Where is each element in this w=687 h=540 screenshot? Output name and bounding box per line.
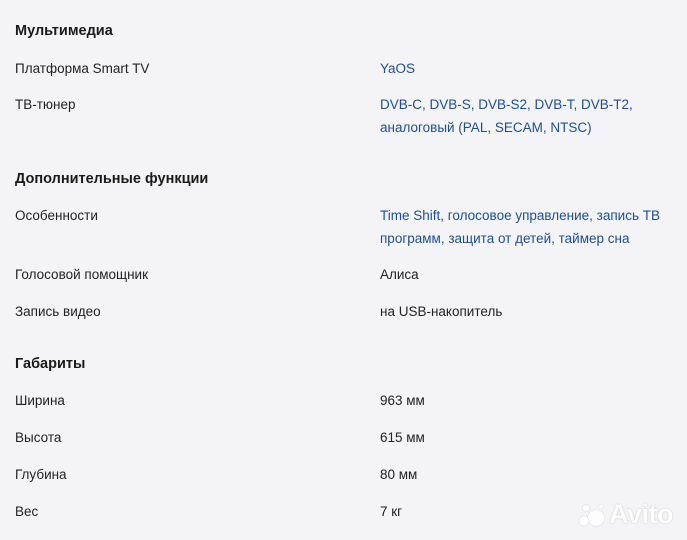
spec-value-weight: 7 кг [380,504,403,519]
spec-label-features: Особенности [15,208,98,223]
spec-value-smart-tv-platform[interactable]: YaOS [380,61,416,76]
spec-value-voice-assistant: Алиса [380,267,419,282]
spec-value-features[interactable]: Time Shift, голосовое управление, запись ТВ программ, защита от детей, таймер сна [380,208,660,246]
section-title-additional-functions: Дополнительные функции [15,171,209,187]
spec-value-tv-tuner[interactable]: DVB-C, DVB-S, DVB-S2, DVB-T, DVB-T2, аналоговый (PAL, SECAM, NTSC) [380,97,633,135]
spec-value-depth: 80 мм [380,467,418,482]
watermark-text: Avito [609,499,673,529]
section-title-multimedia: Мультимедиа [15,23,113,39]
spec-label-weight: Вес [15,504,39,519]
spec-label-video-recording: Запись видео [15,304,101,319]
spec-label-voice-assistant: Голосовой помощник [15,267,149,282]
spec-label-depth: Глубина [15,467,67,482]
spec-value-height: 615 мм [380,430,425,445]
section-title-dimensions: Габариты [15,356,86,372]
spec-value-width: 963 мм [380,393,425,408]
spec-label-width: Ширина [15,393,65,408]
spec-label-smart-tv-platform: Платформа Smart TV [15,61,150,76]
avito-logo-icon [577,502,607,528]
spec-label-height: Высота [15,430,62,445]
spec-label-tv-tuner: ТВ-тюнер [15,97,76,112]
spec-value-video-recording: на USB-накопитель [380,304,503,319]
avito-watermark [577,499,673,530]
